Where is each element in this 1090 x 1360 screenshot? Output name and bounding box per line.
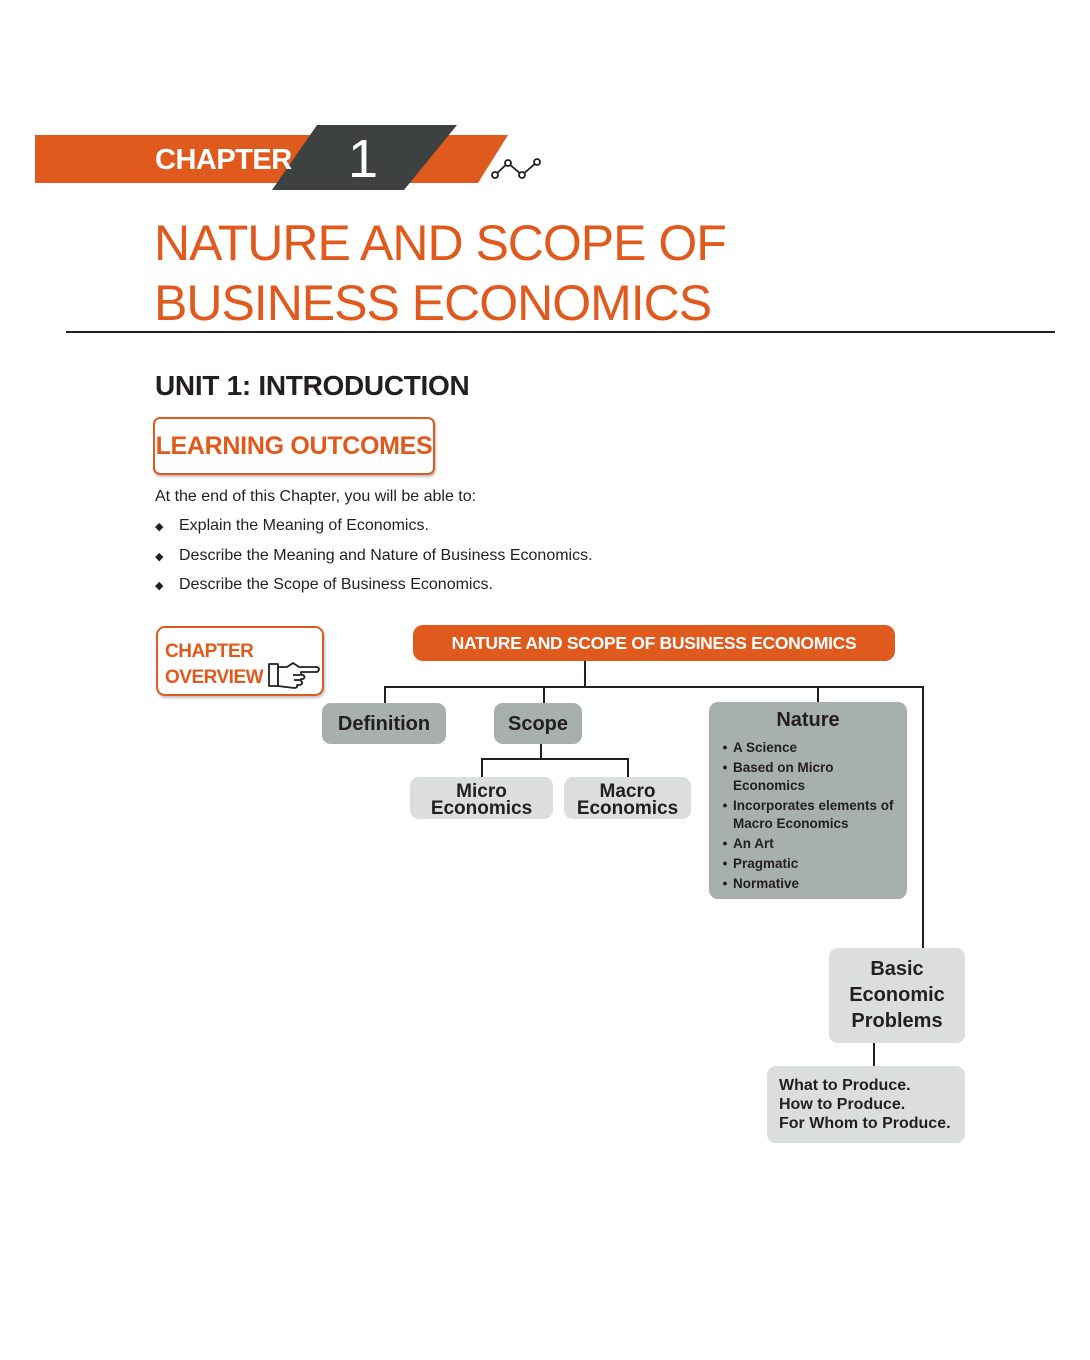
list-item: ◆ Explain the Meaning of Economics. [155, 517, 593, 547]
learning-outcomes-heading: LEARNING OUTCOMES [155, 431, 433, 460]
connector [922, 686, 924, 949]
chapter-title-line-2: BUSINESS ECONOMICS [154, 275, 712, 331]
list-item: • Incorporates elements of Macro Economics [722, 798, 894, 831]
scope-node: Scope [494, 703, 582, 744]
overview-label-line-1: CHAPTER [165, 641, 254, 662]
line-chart-icon [492, 159, 540, 178]
learning-outcomes-box [153, 417, 435, 475]
diamond-bullet-icon: ◆ [155, 521, 164, 533]
diamond-bullet-icon: ◆ [155, 550, 164, 563]
title-divider [66, 331, 1055, 333]
pointing-hand-icon [267, 659, 321, 691]
chapter-title-line-1: NATURE AND SCOPE OF [154, 215, 726, 271]
chapter-number: 1 [348, 129, 379, 189]
connector [481, 758, 483, 778]
basic-economic-problems-node: Basic Economic Problems [829, 948, 965, 1043]
nature-node [709, 702, 907, 899]
list-item: • An Art [722, 836, 774, 851]
nature-title: Nature [776, 709, 840, 731]
micro-economics-node: Micro Economics [410, 777, 553, 819]
chapter-overview-box [156, 626, 324, 696]
unit-heading: UNIT 1: INTRODUCTION [155, 370, 470, 401]
connector [627, 758, 629, 778]
economic-questions-node: What to Produce. How to Produce. For Whom to Produce. [767, 1066, 965, 1143]
overview-label-line-2: OVERVIEW [165, 667, 264, 688]
list-item: ◆ Describe the Meaning and Nature of Business Economics. [155, 547, 593, 577]
diagram-root: NATURE AND SCOPE OF BUSINESS ECONOMICS [413, 625, 895, 661]
list-item: • Based on Micro Economics [722, 760, 834, 793]
connector [540, 744, 542, 759]
list-item: • Normative [722, 876, 800, 891]
outcomes-intro: At the end of this Chapter, you will be able to: [155, 488, 477, 505]
list-item: • Pragmatic [722, 856, 799, 871]
macro-economics-node: Macro Economics [564, 777, 691, 819]
diamond-bullet-icon: ◆ [155, 580, 164, 592]
connector [384, 686, 924, 688]
connector [543, 686, 545, 703]
outcome-list [155, 517, 593, 606]
connector [584, 661, 586, 687]
list-item: • A Science [722, 740, 798, 755]
connector [873, 1043, 875, 1067]
connector [384, 686, 386, 703]
connector [481, 758, 628, 760]
chapter-label: CHAPTER [155, 144, 292, 176]
definition-node: Definition [322, 703, 446, 744]
nature-list [717, 739, 903, 895]
connector [817, 686, 819, 703]
list-item: ◆ Describe the Scope of Business Economics. [155, 576, 593, 606]
